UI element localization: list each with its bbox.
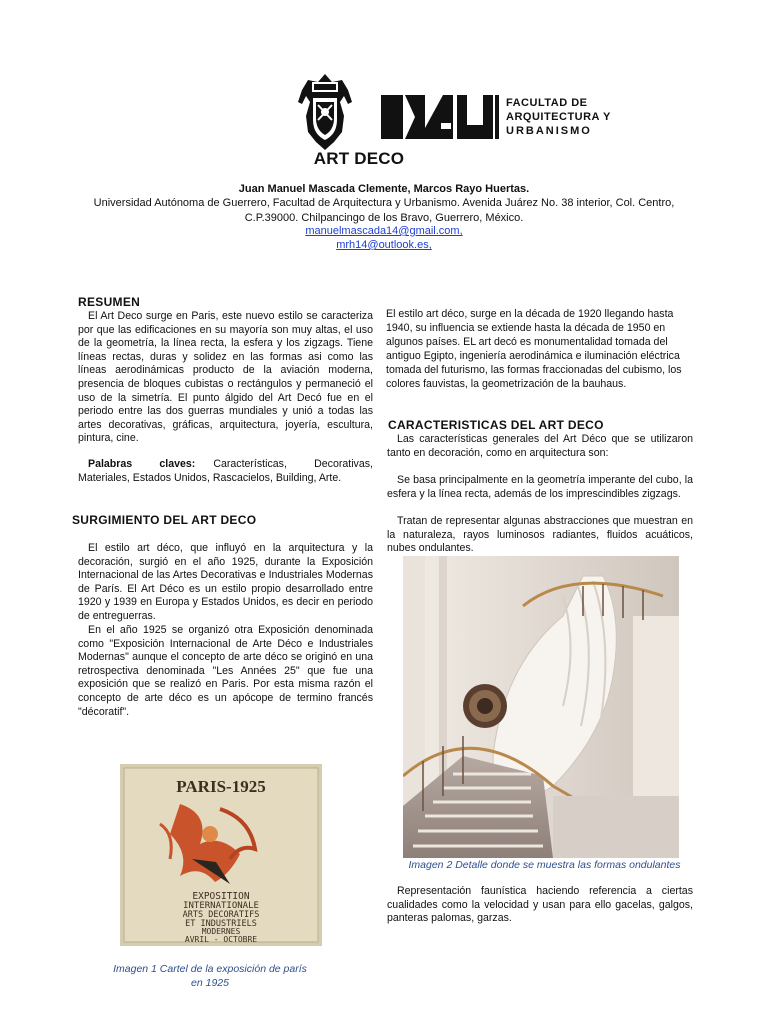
poster-artwork xyxy=(120,764,322,946)
university-seal-logo xyxy=(296,72,354,152)
caracteristicas-paragraph-1: Las características generales del Art Déco que se utilizaron tanto en decoración, como en arquitectura son: xyxy=(387,433,693,459)
keywords-text: Características, Decorativas, Materiales, Estados Unidos, Rascacielos, Building, Arte. xyxy=(78,458,373,484)
caracteristicas-heading: CARACTERISTICAS DEL ART DECO xyxy=(388,418,604,432)
poster-line-6: AVRIL - OCTOBRE xyxy=(184,935,258,944)
staircase-artwork xyxy=(403,556,679,858)
resumen-heading: RESUMEN xyxy=(78,295,141,309)
exposition-poster-image xyxy=(120,764,322,946)
image-1-caption: Imagen 1 Cartel de la exposición de parís en 1925 xyxy=(113,963,307,989)
resumen-text: El Art Deco surge en Paris, este nuevo estilo se caracteriza por que las edificaciones en su mayoría son muy altas, el uso de la geometría, la línea recta, la esfera y los zigzags. Tiene líneas rectas, duras y solidez en las formas asi como las líneas aerodinámicas producto de la aviación moderna, presencia de bloques cubistas o rectángulos y permaneció el uso de la simetría. El punto álgido del Art Decó fue en el periodo entre las dos guerras mundiales y unió a todas las artes decorativas, gráficas, arquitectura, joyería, escultura, pintura, cine. xyxy=(78,310,373,445)
poster-line-3: ARTS DECORATIFS xyxy=(182,910,260,920)
image-2-caption: Imagen 2 Detalle donde se muestra las formas ondulantes xyxy=(408,859,681,871)
keywords-label: Palabras claves: xyxy=(88,458,196,470)
poster-line-4: ET INDUSTRIELS xyxy=(185,919,257,929)
paper-title-text: ART DECO xyxy=(313,149,405,168)
authors: Juan Manuel Mascada Clemente, Marcos Rayo Huertas. xyxy=(238,183,530,195)
surgimiento-heading: SURGIMIENTO DEL ART DECO xyxy=(72,513,257,527)
staircase-photo xyxy=(403,556,679,858)
paper-title xyxy=(0,149,768,169)
poster-line-5: MODERNES xyxy=(201,927,241,936)
final-paragraph: Representación faunística haciendo referencia a ciertas cualidades como la velocidad y usan para ello gacelas, galgos, panteras palomas, garzas. xyxy=(387,885,693,925)
fau-logo xyxy=(381,95,501,139)
keywords-paragraph xyxy=(78,458,373,485)
faculty-name xyxy=(506,96,626,138)
poster-title: PARIS-1925 xyxy=(176,777,266,796)
poster-line-1: EXPOSITION xyxy=(192,891,250,902)
faculty-line-3: URBANISMO xyxy=(506,125,592,137)
intro-paragraph: El estilo art déco, surge en la década de 1920 llegando hasta 1940, su influencia se extiende hasta la década de 1950 en algunos países. EL art decó es monumentalidad tomada del antiguo Egipto, ingeniería aerodinámica e iluminación eléctrica tomada del futurismo, las formas fraccionadas del cubismo, los colores fauvistas, la geometrización de la bauhaus. xyxy=(386,308,682,390)
caracteristicas-paragraph-3: Tratan de representar algunas abstracciones que muestran en la naturaleza, rayos luminosos radiantes, fluidos acuáticos, nubes ondulantes. xyxy=(387,515,693,555)
surgimiento-paragraph-1: El estilo art déco, que influyó en la arquitectura y la decoración, surgió en el año 1925, durante la Exposición Internacional de las Artes Decorativas e Industriales Modernas de París. El Art Déco es un estilo propio desarrollado entre 1920 y 1939 en Europa y Estados Unidos, es decir en periodo de entreguerras. xyxy=(78,542,373,622)
surgimiento-paragraph-2: En el año 1925 se organizó otra Exposición denominada como "Exposición Internacional de Arte Déco e Industriales Modernas" aunque el concepto de arte déco se originó en una retrospectiva denominada "Les Années 25" que fue una exposición que se realizó en Paris. Por esta misma razón el concepto de arte déco es un apócope de termino francés "décoratif". xyxy=(78,624,373,718)
faculty-line-2: ARQUITECTURA Y xyxy=(506,111,611,123)
poster-line-2: INTERNATIONALE xyxy=(183,901,259,911)
email-link-1[interactable]: manuelmascada14@gmail.com, xyxy=(305,225,463,237)
affiliation: Universidad Autónoma de Guerrero, Facultad de Arquitectura y Urbanismo. Avenida Juárez No. 38 interior, Col. Centro, C.P.39000. Chilpancingo de los Bravo, Guerrero, México. xyxy=(93,197,675,224)
email-link-2[interactable]: mrh14@outlook.es, xyxy=(336,239,432,251)
faculty-line-1: FACULTAD DE xyxy=(506,97,588,109)
caracteristicas-paragraph-2: Se basa principalmente en la geometría imperante del cubo, la esfera y la línea recta, además de los imprescindibles zigzags. xyxy=(387,474,693,500)
